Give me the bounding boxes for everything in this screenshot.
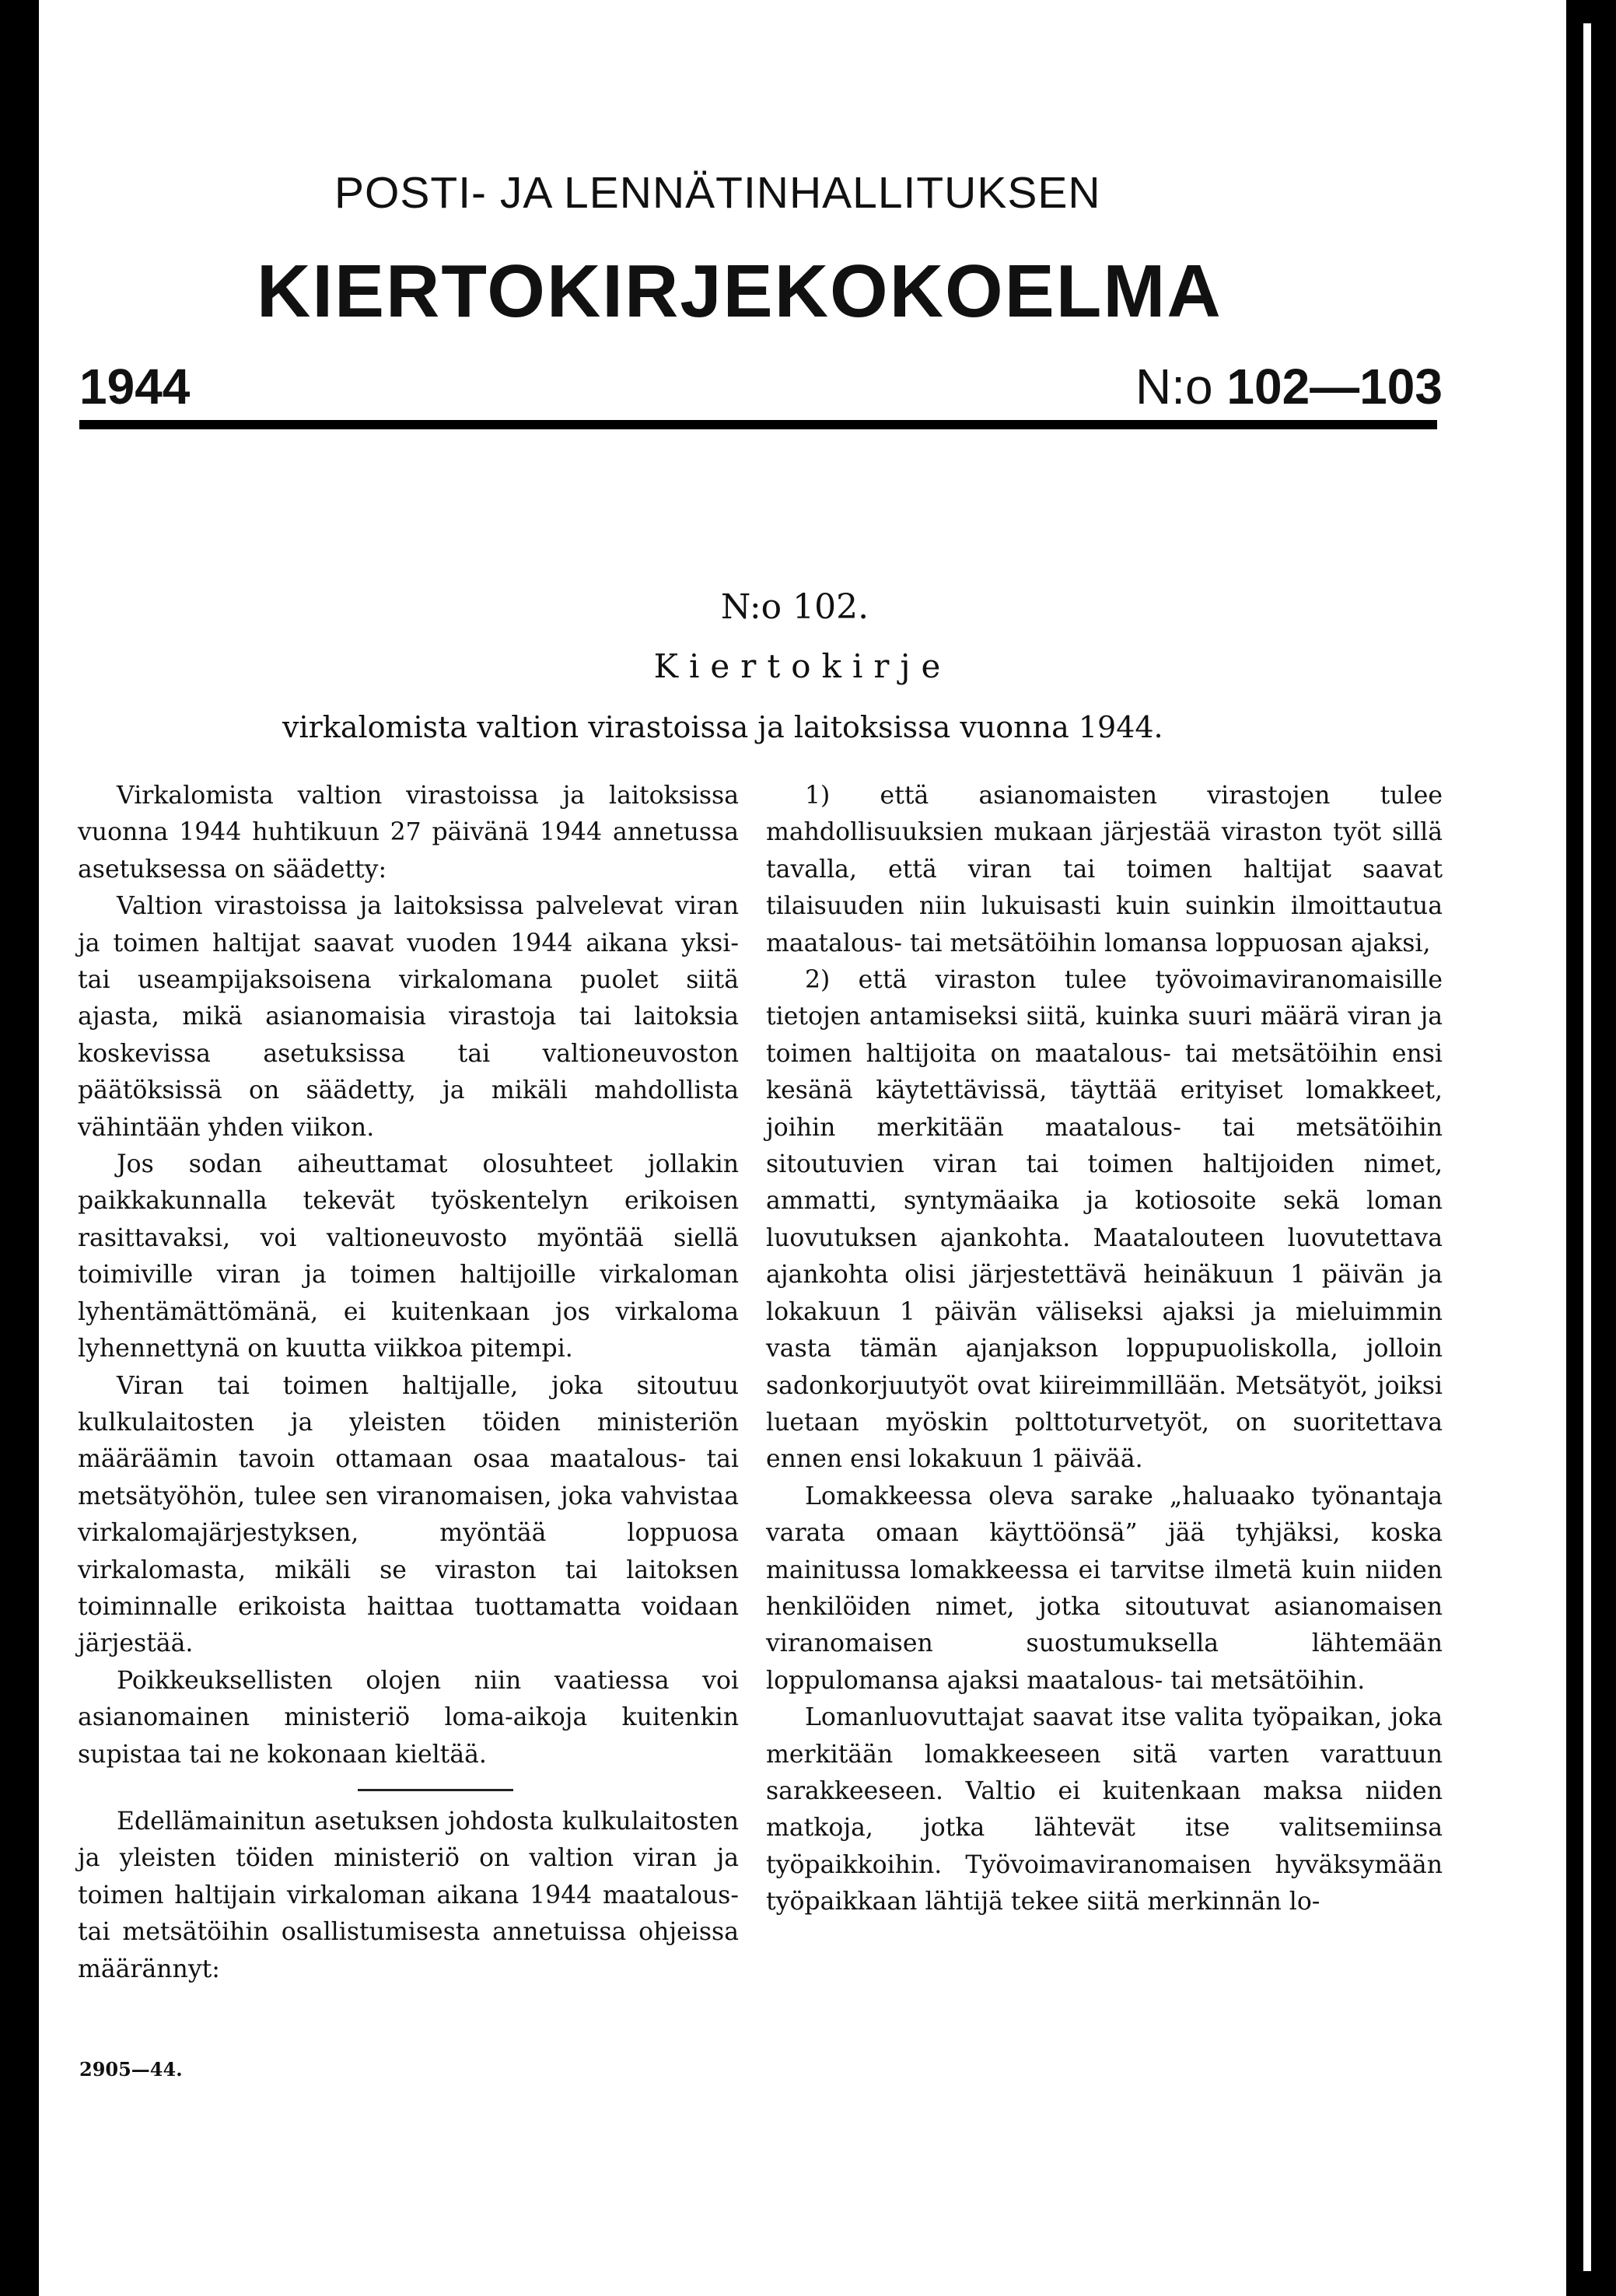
circular-type: Kiertokirje (653, 647, 952, 685)
right-scan-border (1566, 0, 1616, 2296)
left-paragraph: Poikkeuksellisten olojen niin vaatiessa voi asianomainen ministeriö loma-aikoja kuitenkin supistaa tai ne kokonaan kieltää. (78, 1666, 739, 1769)
circular-number-text: N:o 102. (720, 587, 869, 627)
header-year: 1944 (79, 359, 191, 415)
print-code: 2905—44. (79, 2058, 183, 2081)
section-divider (358, 1789, 513, 1791)
header-number (1135, 358, 1443, 415)
left-paragraph: Valtion virastoissa ja laitoksissa palvelevat viran ja toimen haltijat saavat vuoden 1944 aikana yksi- tai useampijaksoisena virkalomana puolet siitä ajasta, mikä asianomaisia virastoja tai laitoksia koskevissa asetuksissa tai valtioneuvoston päätöksissä on säädetty, ja mikäli mahdollista vähintään yhden viikon. (78, 892, 739, 1142)
left-paragraph: Jos sodan aiheuttamat olosuhteet jollakin paikkakunnalla tekevät työskentelyn erikoisen rasittavaksi, voi valtioneuvosto myöntää siellä toimiville viran ja toimen haltijoille virkaloman lyhentämättömänä, ei kuitenkaan jos virkaloma lyhennettynä on kuutta viikkoa pitempi. (78, 1150, 739, 1363)
left-paragraph: Edellämainitun asetuksen johdosta kulkulaitosten ja yleisten töiden ministeriö on valtion viran ja toimen haltijain virkaloman aikana 1944 maatalous- tai metsätöihin osallistumisesta annetuissa ohjeissa määrännyt: (78, 1807, 739, 1983)
right-scan-edge (1583, 23, 1591, 2271)
right-column (766, 778, 1443, 1921)
left-paragraph: Viran tai toimen haltijalle, joka sitoutuu kulkulaitosten ja yleisten töiden ministeriön määräämin tavoin ottamaan osaa maatalous- tai metsätyöhön, tulee sen viranomaisen, joka vahvistaa virkalomajärjestyksen, myöntää loppuosa virkalomasta, mikäli se viraston tai laitoksen toiminnalle erikoista haittaa tuottamatta voidaan järjestää. (78, 1371, 739, 1658)
right-paragraph: Lomakkeessa oleva sarake „haluaako työnantaja varata omaan käyttöönsä” jää tyhjäksi, koska mainitussa lomakkeessa ei tarvitse ilmetä kuin niiden henkilöiden nimet, jotka sitoutuvat asianomaisen viranomaisen suostumuksella lähtemään loppulomansa ajaksi maatalous- tai metsätöihin. (766, 1482, 1443, 1695)
header-org: POSTI- JA LENNÄTINHALLITUKSEN (334, 168, 1101, 218)
left-paragraph: Virkalomista valtion virastoissa ja laitoksissa vuonna 1944 huhtikuun 27 päivänä 1944 annetussa asetuksessa on säädetty: (78, 782, 739, 884)
right-paragraph: 1) että asianomaisten virastojen tulee mahdollisuuksien mukaan järjestää viraston työt sillä tavalla, että viran tai toimen haltijat saavat tilaisuuden niin lukuisasti kuin suinkin ilmoittautua maatalous- tai metsätöihin lomansa loppuosan ajaksi, (766, 782, 1443, 957)
header-number-range: 102—103 (1226, 359, 1443, 415)
circular-number (39, 587, 1566, 627)
right-paragraph: 2) että viraston tulee työvoimaviranomaisille tietojen antamiseksi siitä, kuinka suuri määrä viran ja toimen haltijoita on maatalous- tai metsätöihin ensi kesänä käytettävissä, täyttää erityiset lomakkeet, joihin merkitään maatalous- tai metsätöihin sitoutuvien viran tai toimen haltijoiden nimet, ammatti, syntymäaika ja kotiosoite sekä loman luovutuksen ajankohta. Maatalouteen luovutettava ajankohta olisi järjestettävä heinäkuun 1 päivän ja lokakuun 1 päivän väliseksi ajaksi ja mieluimmin vasta tämän ajanjakson loppupuoliskolla, jolloin sadonkorjuutyöt ovat kiireimmillään. Metsätyöt, joiksi luetaan myöskin polttoturvetyöt, on suoritettava ennen ensi lokakuun 1 päivää. (766, 966, 1443, 1474)
header-title: KIERTOKIRJEKOKOELMA (257, 250, 1222, 333)
left-column (78, 778, 739, 1988)
left-scan-border (0, 0, 39, 2296)
header-number-prefix: N:o (1135, 359, 1213, 415)
header-rule (79, 420, 1437, 429)
right-paragraph: Lomanluovuttajat saavat itse valita työpaikan, joka merkitään lomakkeeseen sitä varten varattuun sarakkeeseen. Valtio ei kuitenkaan maksa niiden matkoja, jotka lähtevät itse valitsemiinsa työpaikkoihin. Työvoimaviranomaisen hyväksymään työpaikkaan lähtijä tekee siitä merkinnän lo- (766, 1703, 1443, 1916)
document-page (39, 0, 1566, 2296)
circular-subject: virkalomista valtion virastoissa ja laitoksissa vuonna 1944. (282, 710, 1163, 744)
